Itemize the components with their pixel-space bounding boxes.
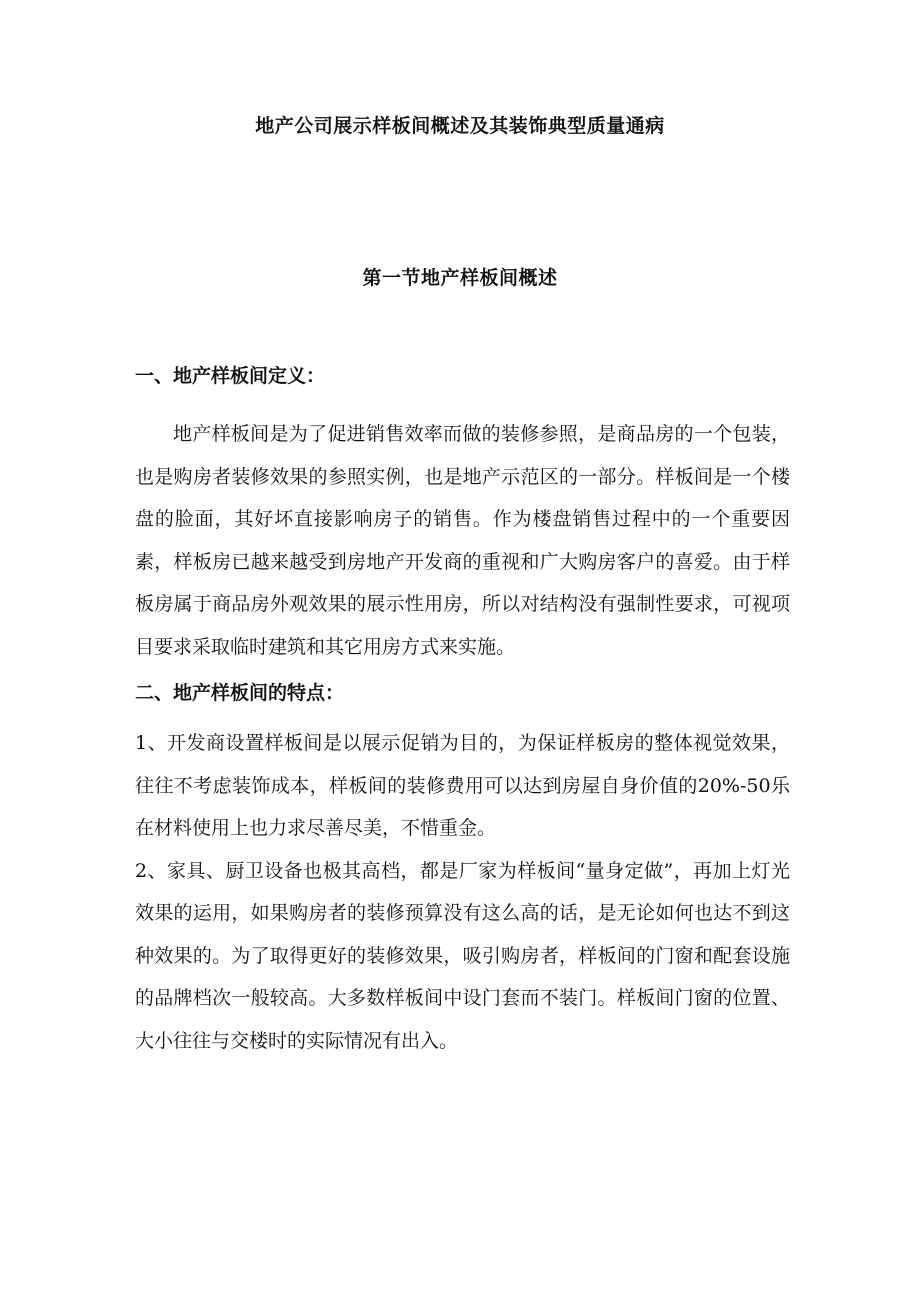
paragraph-feature-1: 1、开发商设置样板间是以展示促销为目的，为保证样板房的整体视觉效果，往往不考虑装饰成本，样板间的装修费用可以达到房屋自身价值的20%-50乐在材料使用上也力求尽善尽美，不惜重金。 — [135, 732, 790, 839]
heading-definition: 一、地产样板间定义： — [135, 365, 326, 387]
document-body — [135, 357, 790, 1062]
paragraph-definition: 地产样板间是为了促进销售效率而做的装修参照，是商品房的一个包装，也是购房者装修效果的参照实例，也是地产示范区的一部分。样板间是一个楼盘的脸面，其好坏直接影响房子的销售。作为楼盘销售过程中的一个重要因素，样板房已越来越受到房地产开发商的重视和广大购房客户的喜爱。由于样板房属于商品房外观效果的展示性用房，所以对结构没有强制性要求，可视项目要求采取临时建筑和其它用房方式来实施。 — [135, 423, 790, 658]
document-title: 地产公司展示样板间概述及其装饰典型质量通病 — [255, 115, 665, 137]
paragraph-feature-2: 2、家具、厨卫设备也极其高档，都是厂家为样板间“量身定做”，再加上灯光效果的运用，如果购房者的装修预算没有这么高的话，是无论如何也达不到这种效果的。为了取得更好的装修效果，吸引购房者，样板间的门窗和配套设施的品牌档次一般较高。大多数样板间中设门套而不装门。样板间门窗的位置、大小往往与交楼时的实际情况有出入。 — [135, 859, 790, 1052]
section-title: 第一节地产样板间概述 — [362, 267, 558, 289]
heading-features: 二、地产样板间的特点： — [135, 682, 345, 704]
